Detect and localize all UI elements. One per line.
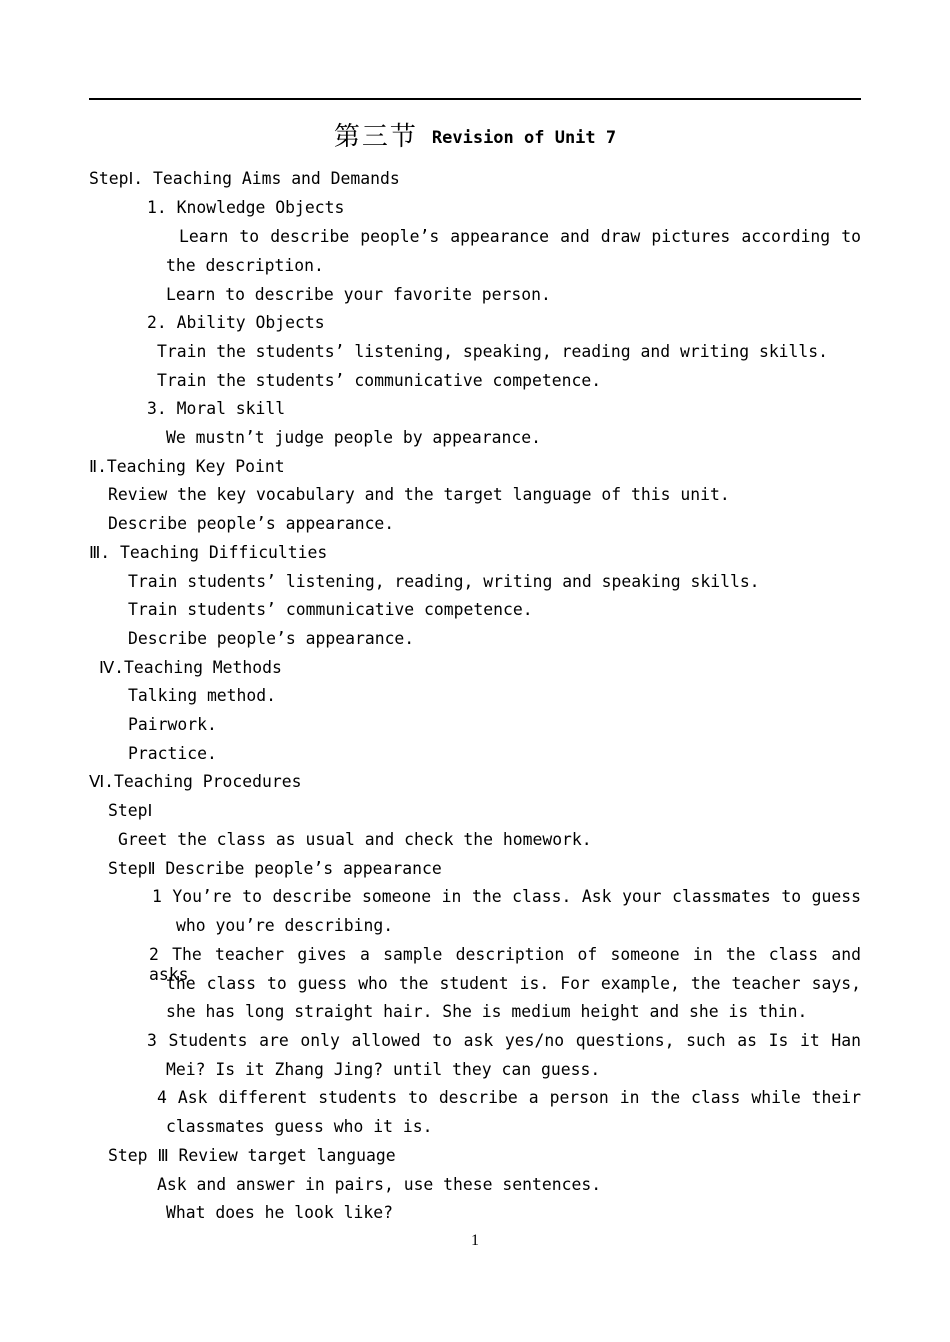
text-line: who you’re describing. bbox=[176, 916, 394, 935]
text-line: Mei? Is it Zhang Jing? until they can guess. bbox=[166, 1060, 601, 1079]
text-line: Train students’ communicative competence. bbox=[128, 600, 533, 619]
text-line: Ask and answer in pairs, use these sentences. bbox=[157, 1175, 602, 1194]
text-line: Greet the class as usual and check the homework. bbox=[118, 830, 592, 849]
text-line: Pairwork. bbox=[128, 715, 217, 734]
text-line: Train the students’ communicative competence. bbox=[157, 371, 602, 390]
text-line: the description. bbox=[166, 256, 324, 275]
text-line: classmates guess who it is. bbox=[166, 1117, 433, 1136]
page-number: 1 bbox=[471, 1232, 479, 1249]
text-line: Describe people’s appearance. bbox=[128, 629, 415, 648]
text-line: Learn to describe your favorite person. bbox=[166, 285, 551, 304]
section-heading-procedures: Ⅵ.Teaching Procedures bbox=[89, 772, 302, 791]
text-line: Learn to describe people’s appearance and draw pictures according to bbox=[179, 227, 861, 246]
text-line: Talking method. bbox=[128, 686, 277, 705]
text-line: Practice. bbox=[128, 744, 217, 763]
section-heading-difficulties: Ⅲ. Teaching Difficulties bbox=[89, 543, 328, 562]
text-line: Train students’ listening, reading, writing and speaking skills. bbox=[128, 572, 760, 591]
title-english: Revision of Unit 7 bbox=[431, 128, 617, 148]
section-heading-key-point: Ⅱ.Teaching Key Point bbox=[89, 457, 285, 476]
list-item: 1 You’re to describe someone in the class. Ask your classmates to guess bbox=[152, 887, 861, 906]
section-heading-aims: StepⅠ. Teaching Aims and Demands bbox=[89, 169, 400, 188]
text-line: Describe people’s appearance. bbox=[108, 514, 395, 533]
page-title bbox=[0, 116, 950, 153]
step-heading: StepⅠ bbox=[108, 801, 153, 820]
subheading-ability: 2. Ability Objects bbox=[147, 313, 325, 332]
title-chinese: 第三节 bbox=[333, 122, 418, 152]
text-line: the class to guess who the student is. For example, the teacher says, bbox=[166, 974, 861, 993]
list-item: 2 The teacher gives a sample description of someone in the class and asks bbox=[149, 945, 861, 984]
text-line: Train the students’ listening, speaking, reading and writing skills. bbox=[157, 342, 829, 361]
text-line: she has long straight hair. She is medium height and she is thin. bbox=[166, 1002, 808, 1021]
list-item: 3 Students are only allowed to ask yes/no questions, such as Is it Han bbox=[147, 1031, 861, 1050]
text-line: What does he look like? bbox=[166, 1203, 393, 1222]
section-heading-methods: Ⅳ.Teaching Methods bbox=[99, 658, 282, 677]
step-heading: Step Ⅲ Review target language bbox=[108, 1146, 396, 1165]
header-rule bbox=[89, 98, 861, 100]
step-heading: StepⅡ Describe people’s appearance bbox=[108, 859, 442, 878]
text-line: Review the key vocabulary and the target language of this unit. bbox=[108, 485, 730, 504]
text-line: We mustn’t judge people by appearance. bbox=[166, 428, 541, 447]
subheading-moral: 3. Moral skill bbox=[147, 399, 286, 418]
subheading-knowledge: 1. Knowledge Objects bbox=[147, 198, 345, 217]
list-item: 4 Ask different students to describe a person in the class while their bbox=[157, 1088, 861, 1107]
